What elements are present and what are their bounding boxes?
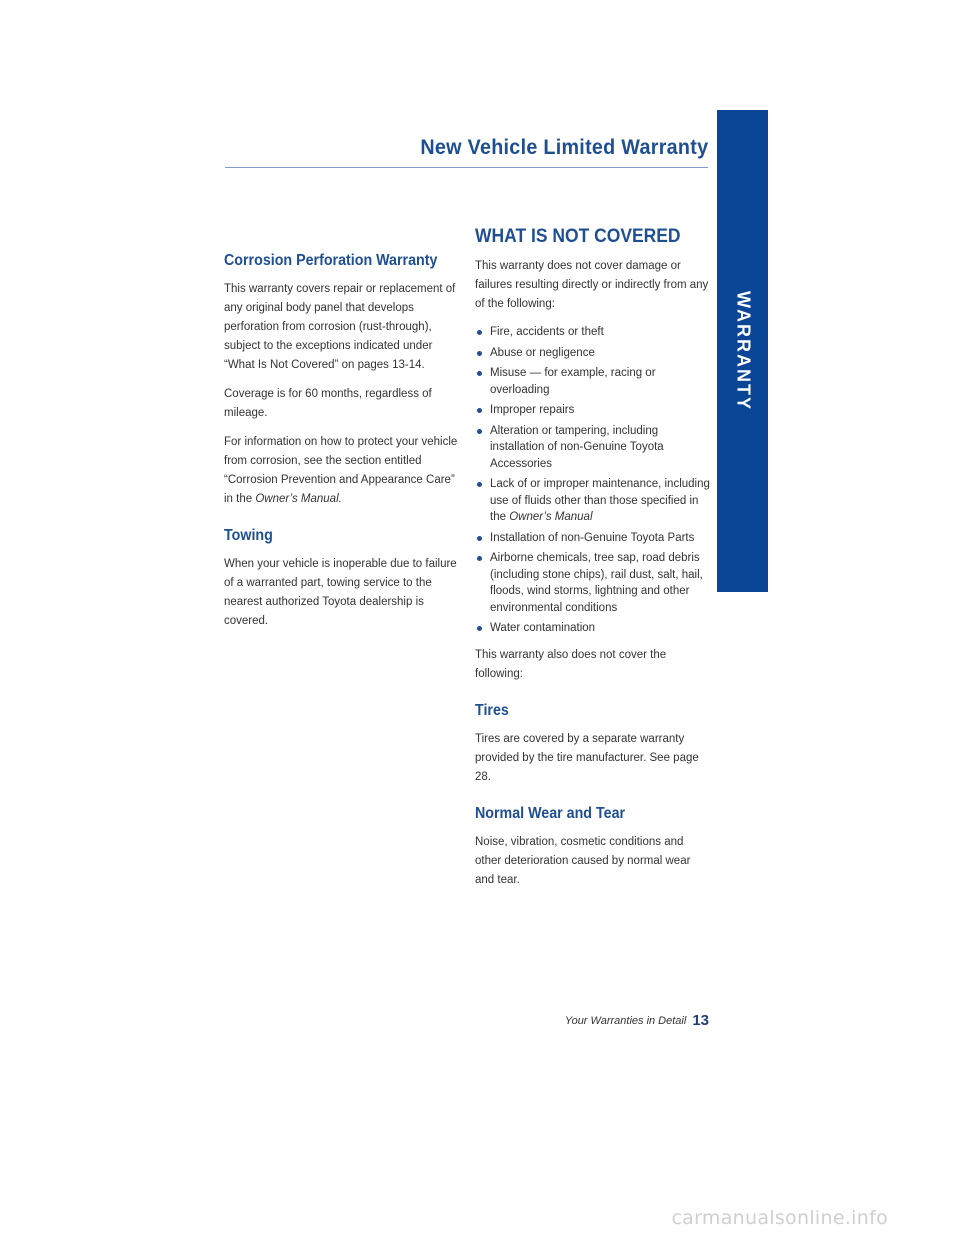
page-title: New Vehicle Limited Warranty [419,136,708,159]
list-item: Lack of or improper maintenance, including use of fluids other than those specified in the Owner’s Manual [475,476,711,526]
list-item: Abuse or negligence [475,345,711,362]
title-divider [225,167,708,168]
bullet-icon [477,371,482,376]
section-tab [717,110,768,592]
not-covered-intro: This warranty does not cover damage or failures resulting directly or indirectly from any of the following: [475,260,709,310]
list-item: Misuse — for example, racing or overloading [475,365,711,398]
watermark: carmanualsonline.info [671,1207,888,1229]
owners-manual-ref: Owner’s Manual [509,511,593,523]
wear-paragraph: Noise, vibration, cosmetic conditions and other deterioration caused by normal wear and tear. [475,835,691,886]
section-tab-label: WARRANTY [733,291,753,411]
tires-paragraph: Tires are covered by a separate warranty provided by the tire manufacturer. See page 28. [475,732,699,783]
wear-heading: Normal Wear and Tear [475,804,626,822]
right-column [475,226,711,900]
tires-heading: Tires [475,701,509,719]
not-covered-heading: WHAT IS NOT COVERED [475,226,681,247]
list-item: Fire, accidents or theft [475,324,711,341]
footer-section-name: Your Warranties in Detail [564,1014,687,1027]
bullet-icon [477,351,482,356]
bullet-icon [477,482,482,487]
corrosion-paragraph-2: Coverage is for 60 months, regardless of mileage. [224,388,432,419]
bullet-icon [477,626,482,631]
bullet-icon [477,556,482,561]
list-item: Airborne chemicals, tree sap, road debris (including stone chips), rail dust, salt, hail, floods, wind storms, lightning and other environmental conditions [475,550,711,616]
bullet-icon [477,330,482,335]
page-footer [565,1012,709,1030]
left-column [224,252,460,641]
list-item: Improper repairs [475,402,711,419]
owners-manual-ref: Owner’s Manual. [255,493,342,505]
not-covered-list [475,324,711,637]
bullet-icon [477,408,482,413]
not-covered-outro: This warranty also does not cover the following: [475,648,667,680]
corrosion-paragraph-3 [224,433,460,509]
list-item: Installation of non-Genuine Toyota Parts [475,530,711,547]
towing-paragraph: When your vehicle is inoperable due to failure of a warranted part, towing service to the nearest authorized Toyota dealership is covered. [224,558,457,627]
corrosion-paragraph-1: This warranty covers repair or replacement of any original body panel that develops perforation from corrosion (rust-through), subject to the exceptions indicated under “What Is Not Covered” on pages 13-14. [224,283,456,371]
list-item: Water contamination [475,620,711,637]
towing-heading: Towing [224,527,273,544]
bullet-icon [477,429,482,434]
list-item: Alteration or tampering, including installation of non-Genuine Toyota Accessories [475,423,711,473]
bullet-icon [477,536,482,541]
corrosion-paragraph-3-text: For information on how to protect your vehicle from corrosion, see the section entitled “Corrosion Prevention and Appearance Care” in the [224,436,458,505]
page-number: 13 [692,1012,709,1030]
corrosion-heading: Corrosion Perforation Warranty [224,252,438,269]
